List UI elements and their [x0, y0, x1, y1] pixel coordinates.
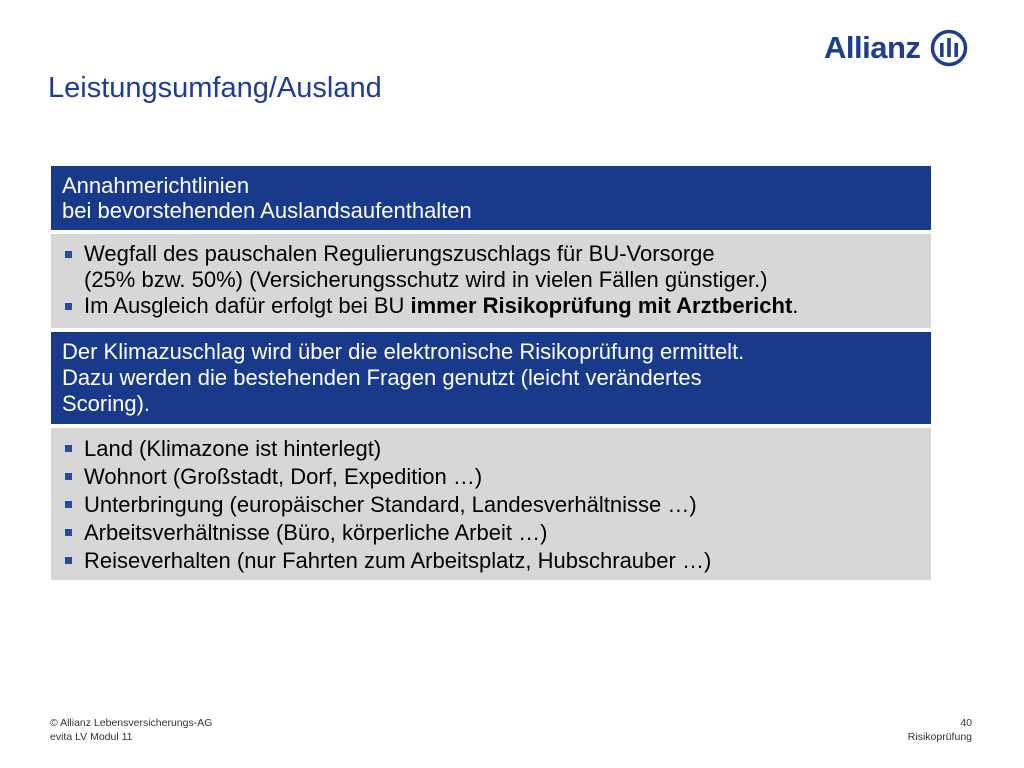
content-box-bu: [51, 234, 931, 328]
bullet-square-icon: [65, 501, 72, 508]
footer-left: [50, 716, 212, 744]
list-item: [62, 519, 920, 547]
list-item: [62, 491, 920, 519]
bullet-square-icon: [65, 445, 72, 452]
bullet-square-icon: [65, 303, 72, 310]
list-item-text: .: [792, 293, 799, 318]
list-item-bold-text: immer Risikoprüfung mit Arztbericht: [410, 293, 793, 318]
copyright-text: © Allianz Lebensversicherungs-AG: [50, 717, 213, 729]
header-box-klimazuschlag: [51, 332, 931, 424]
footer-right: [908, 716, 972, 744]
list-item: [62, 547, 920, 575]
list-item: [62, 435, 920, 463]
logo-wordmark: Allianz: [824, 30, 921, 65]
list-item: [62, 241, 920, 293]
header-line: Dazu werden die bestehenden Fragen genutzt (leicht verändertes: [62, 365, 702, 390]
list-item-text: (25% bzw. 50%) (Versicherungsschutz wird in vielen Fällen günstiger.): [84, 267, 768, 292]
page-number: 40: [960, 717, 972, 729]
list-item-text: Reiseverhalten (nur Fahrten zum Arbeitsplatz, Hubschrauber …): [84, 548, 712, 573]
section-name: Risikoprüfung: [907, 731, 972, 743]
header-line: bei bevorstehenden Auslandsaufenthalten: [62, 198, 472, 223]
list-item-text: Im Ausgleich dafür erfolgt bei BU: [84, 293, 411, 318]
header-box-annahmerichtlinien: [51, 166, 931, 230]
header-line: Scoring).: [62, 391, 151, 416]
page-title: Leistungsumfang/Ausland: [48, 72, 382, 104]
allianz-eagle-icon: [930, 29, 968, 67]
bullet-square-icon: [65, 251, 72, 258]
bullet-list: [62, 241, 920, 319]
list-item: [62, 293, 920, 319]
header-line: Der Klimazuschlag wird über die elektronische Risikoprüfung ermittelt.: [62, 339, 745, 364]
allianz-logo: [824, 28, 968, 68]
header-line: Annahmerichtlinien: [62, 173, 250, 198]
list-item-text: Land (Klimazone ist hinterlegt): [84, 436, 382, 461]
list-item-text: Arbeitsverhältnisse (Büro, körperliche Arbeit …): [84, 520, 548, 545]
bullet-square-icon: [65, 529, 72, 536]
list-item-text: Wohnort (Großstadt, Dorf, Expedition …): [84, 464, 483, 489]
module-text: evita LV Modul 11: [50, 731, 133, 743]
content-box-kriterien: [51, 428, 931, 580]
list-item-text: Wegfall des pauschalen Regulierungszuschlags für BU-Vorsorge: [84, 241, 715, 266]
bullet-list: [62, 435, 920, 575]
bullet-square-icon: [65, 473, 72, 480]
bullet-square-icon: [65, 557, 72, 564]
list-item-text: Unterbringung (europäischer Standard, Landesverhältnisse …): [84, 492, 697, 517]
list-item: [62, 463, 920, 491]
